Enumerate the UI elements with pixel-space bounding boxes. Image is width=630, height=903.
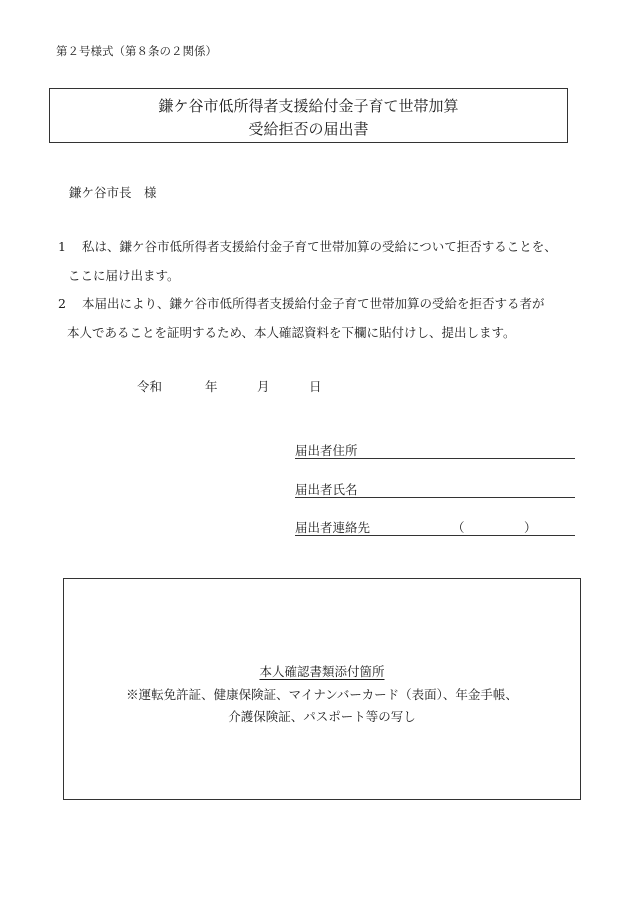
document-title: 鎌ケ谷市低所得者支援給付金子育て世帯加算 <box>158 97 459 115</box>
addressee: 鎌ケ谷市長 様 <box>69 185 157 200</box>
contact-field[interactable] <box>295 518 575 536</box>
address-label: 届出者住所 <box>295 443 358 458</box>
id-attachment-area <box>63 578 581 800</box>
paragraph-1-line1: 私は、鎌ケ谷市低所得者支援給付金子育て世帯加算の受給について拒否することを、 <box>82 239 557 254</box>
date-line <box>137 377 322 395</box>
document-subtitle: 受給拒否の届出書 <box>248 120 369 138</box>
attachment-heading: 本人確認書類添付箇所 <box>259 664 385 679</box>
title-box <box>49 88 568 143</box>
paragraph-1-line2: ここに届け出ます。 <box>68 268 180 283</box>
paragraph-2-line1: 本届出により、鎌ケ谷市低所得者支援給付金子育て世帯加算の受給を拒否する者が <box>82 296 545 311</box>
contact-open-paren: （ <box>452 520 465 535</box>
date-era: 令和 <box>137 379 163 394</box>
address-field[interactable] <box>295 441 575 459</box>
paragraph-1 <box>58 237 557 255</box>
date-year: 年 <box>205 379 218 394</box>
paragraph-2-number: 2 <box>58 296 66 311</box>
form-number: 第２号様式（第８条の２関係） <box>56 44 217 58</box>
attachment-note-line1: ※運転免許証、健康保険証、マイナンバーカード（表面）、年金手帳、 <box>126 687 518 702</box>
paragraph-2-line2: 本人であることを証明するため、本人確認資料を下欄に貼付けし、提出します。 <box>67 325 516 340</box>
contact-label: 届出者連絡先 <box>295 520 371 535</box>
date-day: 日 <box>309 379 322 394</box>
date-month: 月 <box>257 379 270 394</box>
paragraph-1-number: 1 <box>58 239 66 254</box>
paragraph-2 <box>58 294 545 312</box>
contact-close-paren: ） <box>524 520 537 535</box>
attachment-note-line2: 介護保険証、パスポート等の写し <box>228 709 416 724</box>
attachment-heading-row <box>64 662 580 680</box>
name-field[interactable] <box>295 480 575 498</box>
name-label: 届出者氏名 <box>295 482 358 497</box>
